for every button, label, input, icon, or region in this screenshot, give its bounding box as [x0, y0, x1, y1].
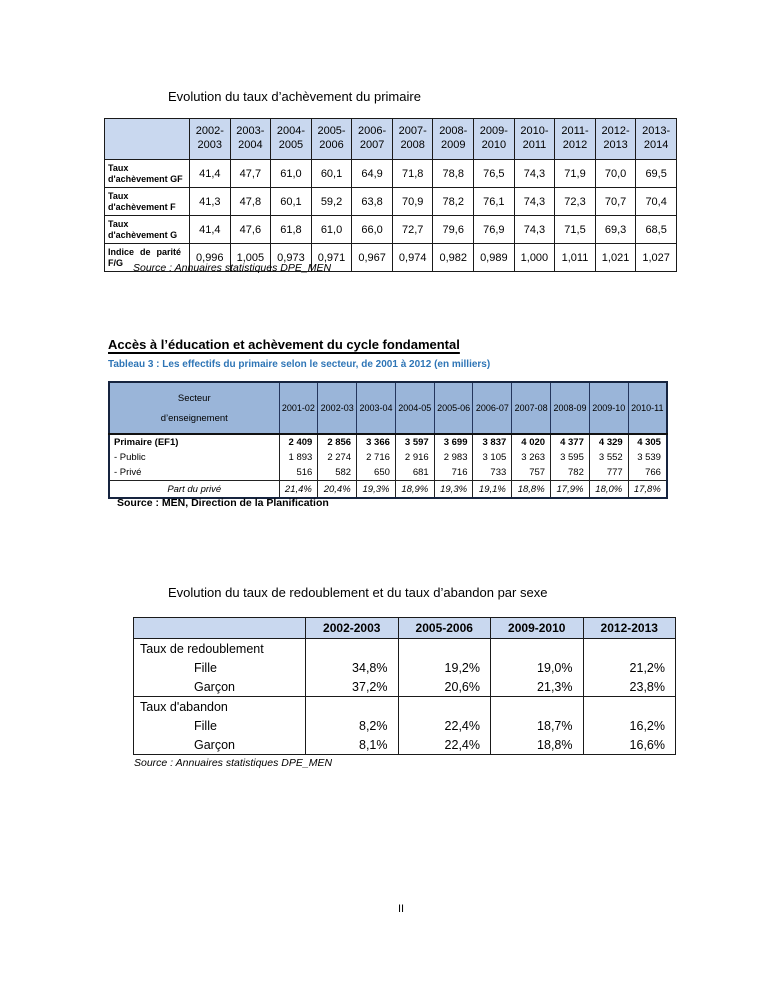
table1-value-cell: 1,021	[595, 244, 636, 272]
table1-value-cell: 78,8	[433, 160, 474, 188]
table2-row-label: Part du privé	[109, 481, 279, 499]
table1-row-label: Taux d'achèvement GF	[105, 160, 190, 188]
table3-title: Evolution du taux de redoublement et du taux d’abandon par sexe	[168, 585, 548, 600]
table1-title: Evolution du taux d’achèvement du primaire	[168, 89, 421, 104]
table3-row	[134, 716, 676, 735]
table1-value-cell: 74,3	[514, 160, 555, 188]
table1-value-cell: 76,9	[474, 216, 515, 244]
table3-corner-cell	[134, 618, 306, 639]
table2-year-header: 2003-04	[357, 382, 396, 434]
table1-value-cell: 0,971	[311, 244, 352, 272]
table1-value-cell: 47,6	[230, 216, 271, 244]
table3-value-cell: 23,8%	[583, 677, 676, 697]
table1-row-label: Taux d'achèvement G	[105, 216, 190, 244]
table3-row-label: Garçon	[194, 737, 235, 752]
table3-value-cell	[398, 697, 491, 717]
table1-value-cell: 0,967	[352, 244, 393, 272]
table3-value-cell: 34,8%	[306, 658, 399, 677]
table1-value-cell: 78,2	[433, 188, 474, 216]
table3-value-cell	[306, 697, 399, 717]
table2-value-cell: 3 539	[628, 450, 667, 465]
table1-value-cell: 1,027	[636, 244, 677, 272]
table2-value-cell: 757	[512, 465, 551, 481]
table3-row-label: Garçon	[194, 679, 235, 694]
table1-value-cell: 1,000	[514, 244, 555, 272]
table2-row-label: - Privé	[114, 467, 142, 478]
table2-value-cell: 19,3%	[357, 481, 396, 499]
table2-caption: Tableau 3 : Les effectifs du primaire selon le secteur, de 2001 à 2012 (en milliers)	[108, 359, 491, 370]
table3-body	[134, 639, 676, 755]
table1-row-label: Taux d'achèvement F	[105, 188, 190, 216]
table1-year-header: 2007- 2008	[392, 119, 433, 160]
table2-row	[109, 450, 667, 465]
table3-year-header: 2009-2010	[491, 618, 584, 639]
table1-value-cell: 0,982	[433, 244, 474, 272]
table3-value-cell: 22,4%	[398, 716, 491, 735]
section-heading: Accès à l’éducation et achèvement du cycle fondamental	[108, 337, 460, 352]
table3-row	[134, 677, 676, 697]
table2-year-header: 2008-09	[551, 382, 590, 434]
table2-year-header: 2002-03	[318, 382, 357, 434]
table1-value-cell: 47,7	[230, 160, 271, 188]
table1-row	[105, 216, 677, 244]
table3-value-cell: 20,6%	[398, 677, 491, 697]
table2-head	[109, 382, 667, 434]
table2-value-cell: 3 263	[512, 450, 551, 465]
table1-row-label: Indice de parité F/G	[105, 244, 190, 272]
table2-value-cell: 3 597	[395, 434, 434, 450]
table3-value-cell: 16,6%	[583, 735, 676, 755]
table2-value-cell: 4 020	[512, 434, 551, 450]
table3-year-header: 2012-2013	[583, 618, 676, 639]
table3-row-label: Taux d'abandon	[134, 697, 306, 717]
table-effectifs-primaire	[108, 381, 668, 499]
table2-value-cell: 2 856	[318, 434, 357, 450]
table-taux-achevement	[104, 118, 677, 272]
table1-value-cell: 41,3	[190, 188, 231, 216]
table3-row-label: Fille	[194, 718, 217, 733]
table2-value-cell: 650	[357, 465, 396, 481]
table2-value-cell: 4 305	[628, 434, 667, 450]
table1-value-cell: 0,996	[190, 244, 231, 272]
table1-value-cell: 1,005	[230, 244, 271, 272]
table3-value-cell: 18,7%	[491, 716, 584, 735]
table2-value-cell: 516	[279, 465, 318, 481]
table1-value-cell: 68,5	[636, 216, 677, 244]
table3-value-cell: 16,2%	[583, 716, 676, 735]
table2-value-cell: 17,9%	[551, 481, 590, 499]
page-number: II	[398, 903, 405, 915]
table1-value-cell: 60,1	[311, 160, 352, 188]
table2-value-cell: 3 699	[434, 434, 473, 450]
table2-value-cell: 2 916	[395, 450, 434, 465]
table1-value-cell: 71,9	[555, 160, 596, 188]
table1-year-header: 2004- 2005	[271, 119, 312, 160]
table1-value-cell: 64,9	[352, 160, 393, 188]
table1-year-header: 2012- 2013	[595, 119, 636, 160]
table2-value-cell: 2 716	[357, 450, 396, 465]
table1-header-row	[105, 119, 677, 160]
table2-value-cell: 21,4%	[279, 481, 318, 499]
table1-value-cell: 69,3	[595, 216, 636, 244]
table2-row	[109, 465, 667, 481]
table1-year-header: 2003- 2004	[230, 119, 271, 160]
table2-value-cell: 3 837	[473, 434, 512, 450]
table2-value-cell: 4 377	[551, 434, 590, 450]
table1-value-cell: 71,5	[555, 216, 596, 244]
table3-row	[134, 639, 676, 659]
table1-value-cell: 60,1	[271, 188, 312, 216]
table1-value-cell: 0,973	[271, 244, 312, 272]
table1-corner-cell	[105, 119, 190, 160]
table3-value-cell	[491, 639, 584, 659]
table3-year-header: 2002-2003	[306, 618, 399, 639]
table3-value-cell: 19,2%	[398, 658, 491, 677]
table1-value-cell: 0,989	[474, 244, 515, 272]
table2-value-cell: 733	[473, 465, 512, 481]
table1-value-cell: 69,5	[636, 160, 677, 188]
table3-row	[134, 735, 676, 755]
table1-value-cell: 41,4	[190, 160, 231, 188]
table3-value-cell	[306, 639, 399, 659]
table2-row-label: - Public	[114, 452, 146, 463]
table1-value-cell: 0,974	[392, 244, 433, 272]
table1-value-cell: 71,8	[392, 160, 433, 188]
table2-value-cell: 19,1%	[473, 481, 512, 499]
table1-year-header: 2010- 2011	[514, 119, 555, 160]
table2-corner-cell: Secteur d’enseignement	[109, 382, 279, 434]
table1-year-header: 2013- 2014	[636, 119, 677, 160]
table3-value-cell: 19,0%	[491, 658, 584, 677]
table1-value-cell: 70,7	[595, 188, 636, 216]
table3-row-label: Taux de redoublement	[140, 641, 264, 656]
table1-value-cell: 41,4	[190, 216, 231, 244]
table3-value-cell	[583, 639, 676, 659]
table1-value-cell: 72,3	[555, 188, 596, 216]
table1-value-cell: 70,9	[392, 188, 433, 216]
table3-value-cell	[398, 639, 491, 659]
table1-value-cell: 61,0	[311, 216, 352, 244]
table1-year-header: 2005- 2006	[311, 119, 352, 160]
table1-head	[105, 119, 677, 160]
table3-value-cell	[583, 697, 676, 717]
table1-year-header: 2002- 2003	[190, 119, 231, 160]
table1-value-cell: 1,011	[555, 244, 596, 272]
table2-value-cell: 2 983	[434, 450, 473, 465]
table2-value-cell: 2 409	[279, 434, 318, 450]
table2-value-cell: 3 105	[473, 450, 512, 465]
table2-value-cell: 716	[434, 465, 473, 481]
table2-year-header: 2007-08	[512, 382, 551, 434]
table2-row-label: Primaire (EF1)	[114, 437, 179, 448]
table1-value-cell: 70,4	[636, 188, 677, 216]
table3-year-header: 2005-2006	[398, 618, 491, 639]
table2-value-cell: 18,0%	[589, 481, 628, 499]
table1-value-cell: 74,3	[514, 188, 555, 216]
table1-value-cell: 74,3	[514, 216, 555, 244]
table1-row	[105, 160, 677, 188]
table3-value-cell: 18,8%	[491, 735, 584, 755]
table1-value-cell: 47,8	[230, 188, 271, 216]
table2-year-header: 2010-11	[628, 382, 667, 434]
table2-value-cell: 3 366	[357, 434, 396, 450]
table1-value-cell: 59,2	[311, 188, 352, 216]
table3-source: Source : Annuaires statistiques DPE_MEN	[134, 757, 333, 769]
table2-value-cell: 20,4%	[318, 481, 357, 499]
table3-head	[134, 618, 676, 639]
table3-header-row	[134, 618, 676, 639]
table2-year-header: 2009-10	[589, 382, 628, 434]
table2-value-cell: 17,8%	[628, 481, 667, 499]
table1-value-cell: 63,8	[352, 188, 393, 216]
table1-value-cell: 79,6	[433, 216, 474, 244]
table2-value-cell: 18,9%	[395, 481, 434, 499]
table3-row	[134, 658, 676, 677]
table1-value-cell: 72,7	[392, 216, 433, 244]
table3-value-cell: 22,4%	[398, 735, 491, 755]
table1-year-header: 2009- 2010	[474, 119, 515, 160]
table2-year-header: 2004-05	[395, 382, 434, 434]
table2-value-cell: 777	[589, 465, 628, 481]
table1-value-cell: 70,0	[595, 160, 636, 188]
table3-value-cell: 8,2%	[306, 716, 399, 735]
table2-value-cell: 582	[318, 465, 357, 481]
table2-source: Source : MEN, Direction de la Planification	[117, 497, 329, 509]
table2-row	[109, 481, 667, 499]
table1-body	[105, 160, 677, 272]
table1-value-cell: 61,0	[271, 160, 312, 188]
table2-year-header: 2001-02	[279, 382, 318, 434]
table2-value-cell: 3 595	[551, 450, 590, 465]
table3-value-cell	[491, 697, 584, 717]
table2-value-cell: 766	[628, 465, 667, 481]
table1-row	[105, 188, 677, 216]
table2-row	[109, 434, 667, 450]
table1-value-cell: 76,1	[474, 188, 515, 216]
table1-source: Source : Annuaires statistiques DPE_MEN	[133, 262, 332, 274]
table2-value-cell: 782	[551, 465, 590, 481]
table2-header-row	[109, 382, 667, 434]
table2-value-cell: 19,3%	[434, 481, 473, 499]
table1-value-cell: 61,8	[271, 216, 312, 244]
table1-year-header: 2006- 2007	[352, 119, 393, 160]
table1-value-cell: 76,5	[474, 160, 515, 188]
table1-value-cell: 66,0	[352, 216, 393, 244]
table1-year-header: 2008- 2009	[433, 119, 474, 160]
table3-value-cell: 8,1%	[306, 735, 399, 755]
table2-value-cell: 1 893	[279, 450, 318, 465]
table-redoublement-abandon	[133, 617, 676, 755]
table2-year-header: 2005-06	[434, 382, 473, 434]
table2-value-cell: 4 329	[589, 434, 628, 450]
table2-body	[109, 434, 667, 498]
table3-value-cell: 37,2%	[306, 677, 399, 697]
table2-value-cell: 18,8%	[512, 481, 551, 499]
table2-value-cell: 3 552	[589, 450, 628, 465]
table2-year-header: 2006-07	[473, 382, 512, 434]
table2-value-cell: 681	[395, 465, 434, 481]
table3-row-label: Fille	[194, 660, 217, 675]
table1-year-header: 2011- 2012	[555, 119, 596, 160]
table3-value-cell: 21,2%	[583, 658, 676, 677]
table3-value-cell: 21,3%	[491, 677, 584, 697]
table2-value-cell: 2 274	[318, 450, 357, 465]
table3-row	[134, 697, 676, 717]
